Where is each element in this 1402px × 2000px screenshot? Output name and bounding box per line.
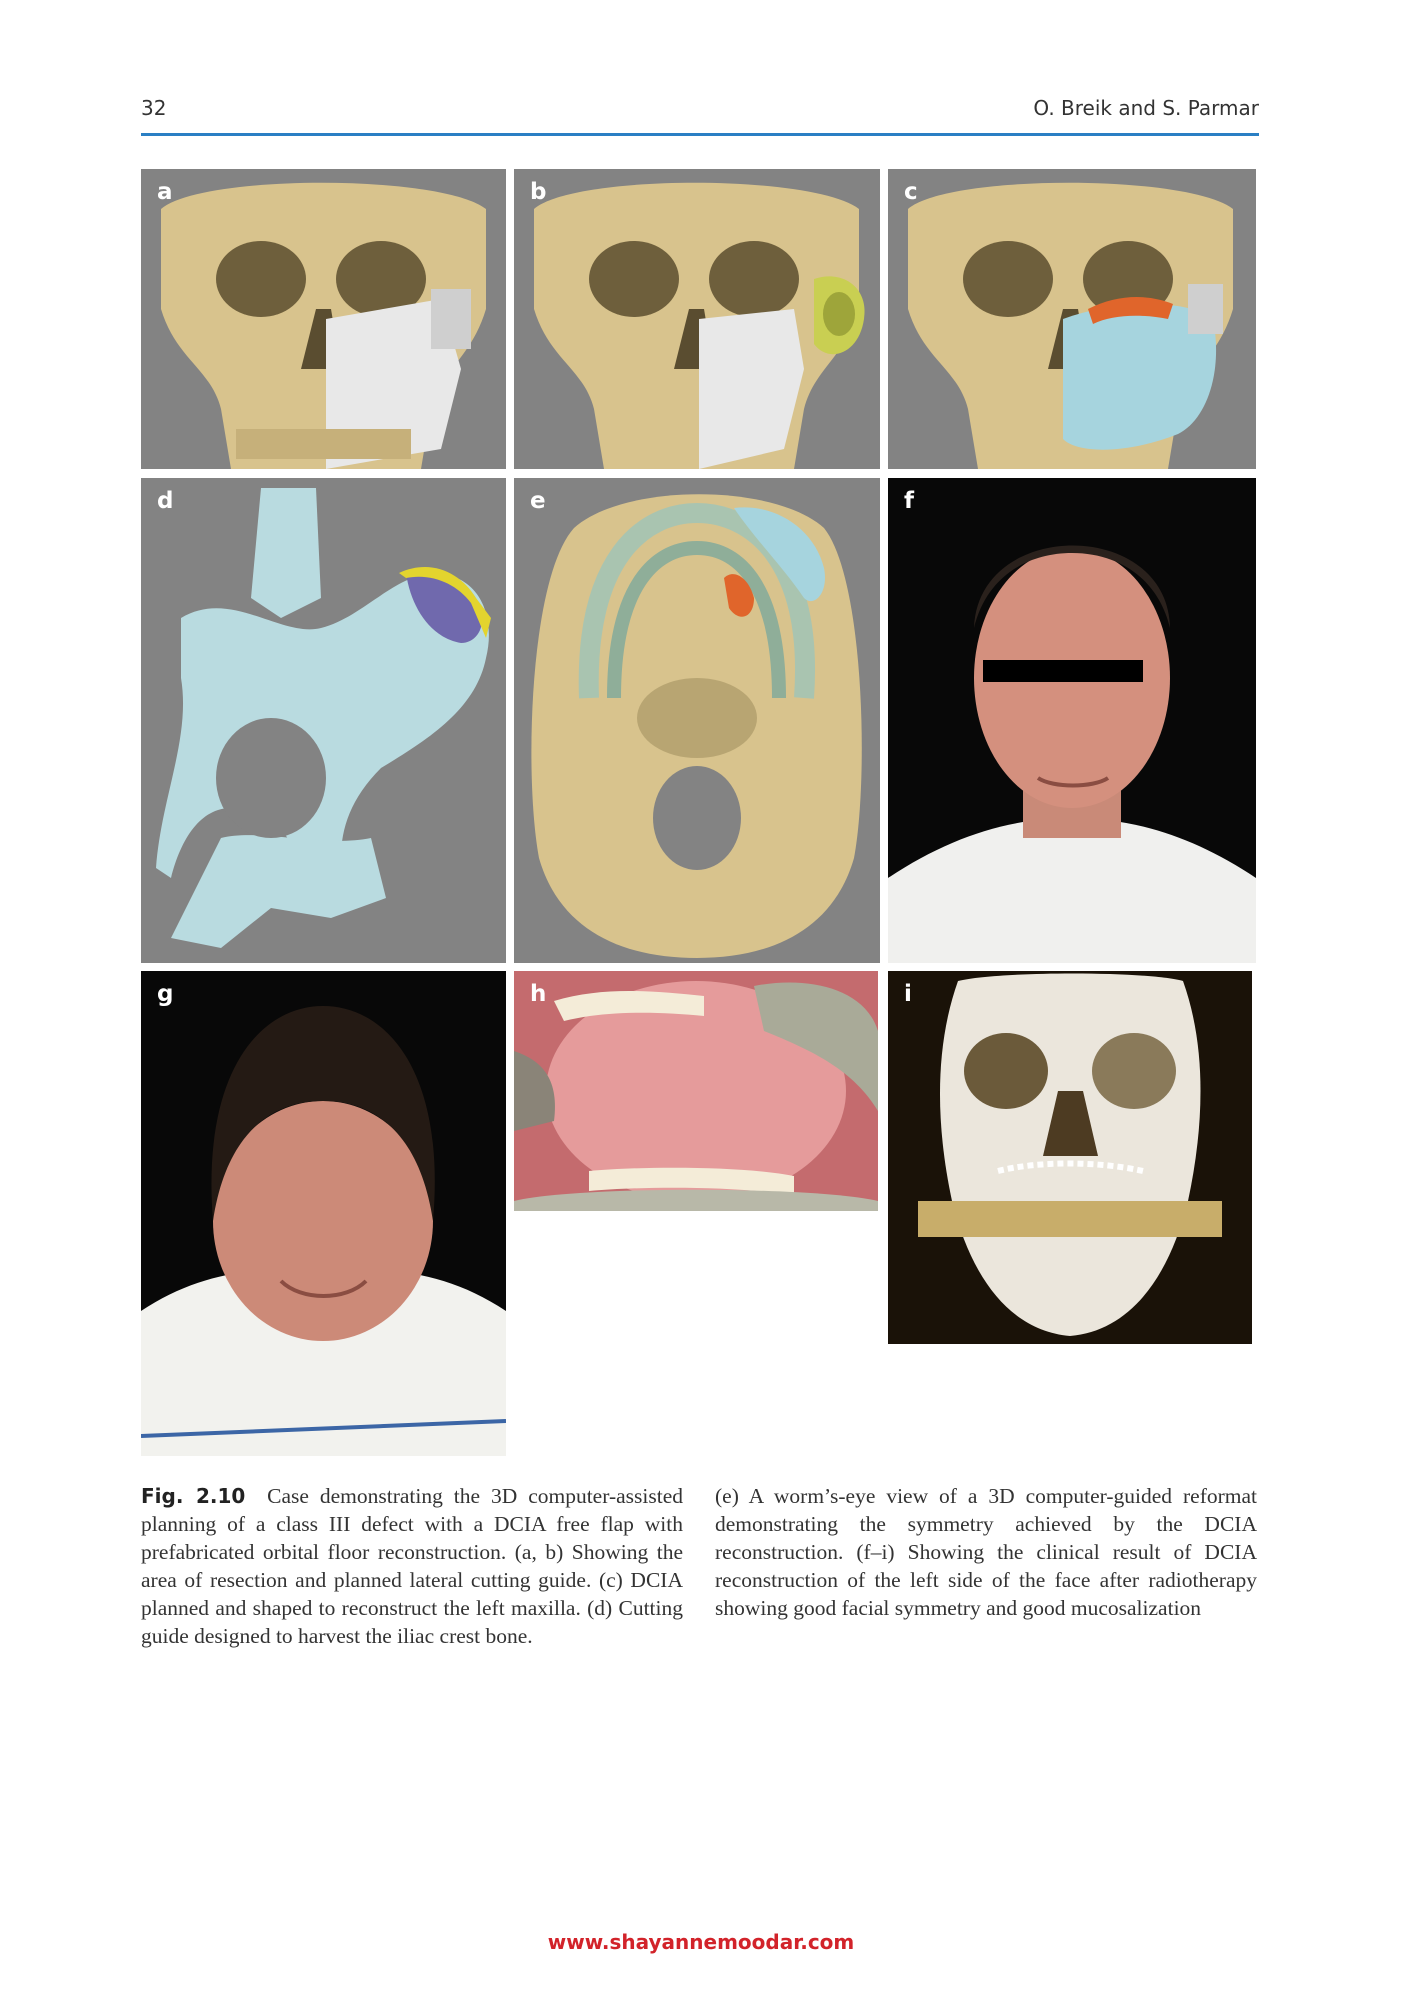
skull-render-b-image — [514, 169, 880, 469]
page-number: 32 — [141, 96, 167, 120]
pelvis-render-d-image — [141, 478, 506, 963]
panel-label-h: h — [530, 981, 547, 1007]
ct-3d-reconstruction-i-image — [888, 971, 1252, 1344]
figure-caption-right-column — [715, 1482, 1257, 1622]
panel-label-i: i — [904, 981, 912, 1007]
panel-label-g: g — [157, 981, 174, 1007]
figure-panel-h — [514, 971, 878, 1211]
figure-panel-a — [141, 169, 506, 469]
skull-base-render-e-image — [514, 478, 880, 963]
figure-caption-right-text: (e) A worm’s-eye view of a 3D computer-guided reformat demonstrating the symmetry achieved by the DCIA reconstruction. (f–i) Showing the clinical result of DCIA reconstruction of the left side of the face after radiotherapy showing good facial symmetry and good mucosalization — [715, 1484, 1257, 1620]
header-rule — [141, 133, 1259, 136]
skull-render-c-image — [888, 169, 1256, 469]
footer-website-link[interactable]: www.shayannemoodar.com — [547, 1930, 855, 1954]
patient-worms-eye-photo-g-image — [141, 971, 506, 1456]
panel-label-b: b — [530, 179, 547, 205]
panel-label-d: d — [157, 488, 174, 514]
panel-label-e: e — [530, 488, 546, 514]
figure-panel-i — [888, 971, 1252, 1344]
skull-render-a-image — [141, 169, 506, 469]
figure-caption-left-text: Case demonstrating the 3D computer-assisted planning of a class III defect with a DCIA free flap with prefabricated orbital floor reconstruction. (a, b) Showing the area of resection and planned lateral cutting guide. (c) DCIA planned and shaped to reconstruct the left maxilla. (d) Cutting guide designed to harvest the iliac crest bone. — [141, 1484, 683, 1648]
panel-label-f: f — [904, 488, 915, 514]
figure-panel-g — [141, 971, 506, 1456]
running-header — [141, 96, 1259, 126]
figure-panel-e — [514, 478, 880, 963]
figure-label: Fig. 2.10 — [141, 1484, 246, 1508]
figure-panel-f — [888, 478, 1256, 963]
figure-caption-left-column — [141, 1482, 683, 1650]
panel-label-c: c — [904, 179, 918, 205]
running-head-authors: O. Breik and S. Parmar — [1033, 96, 1259, 120]
patient-frontal-photo-f-image — [888, 478, 1256, 963]
figure-panel-b — [514, 169, 880, 469]
figure-panel-c — [888, 169, 1256, 469]
figure-panel-d — [141, 478, 506, 963]
intraoral-photo-h-image — [514, 971, 878, 1211]
panel-label-a: a — [157, 179, 173, 205]
